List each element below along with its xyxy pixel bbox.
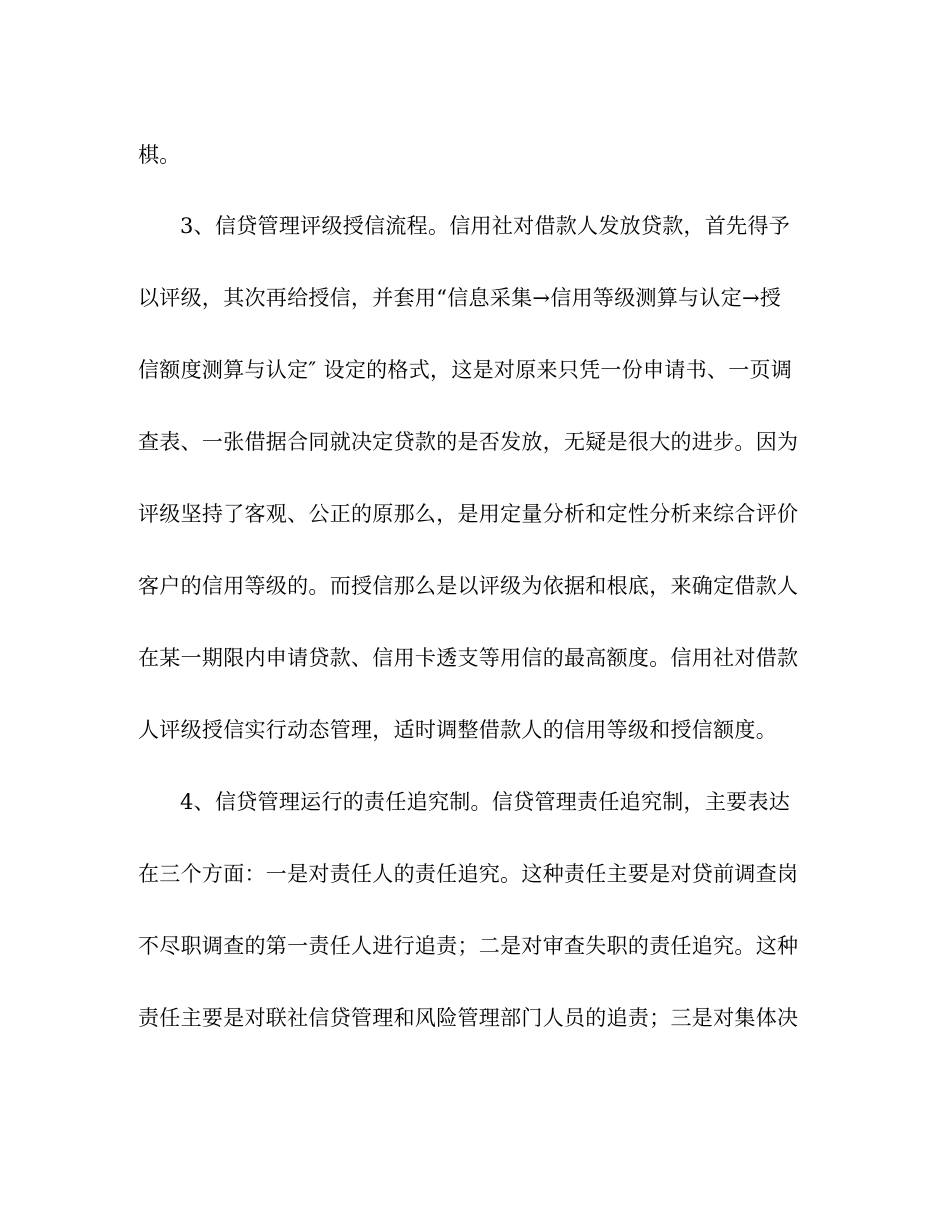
- paragraph-4-line-1: 4、信贷管理运行的责任追究制。信贷管理责任追究制，主要表达: [180, 790, 791, 814]
- paragraph-4-line-2: 在三个方面：一是对责任人的责任追究。这种责任主要是对贷前调查岗: [138, 862, 799, 886]
- paragraph-3-line-8: 人评级授信实行动态管理，适时调整借款人的信用等级和授信额度。: [138, 718, 777, 742]
- paragraph-4-line-4: 责任主要是对联社信贷管理和风险管理部门人员的追责；三是对集体决: [138, 1006, 799, 1030]
- paragraph-3-line-2: 以评级，其次再给授信，并套用“信息采集→信用等级测算与认定→授: [138, 286, 782, 310]
- paragraph-3-line-7: 在某一期限内申请贷款、信用卡透支等用信的最高额度。信用社对借款: [138, 646, 799, 670]
- paragraph-3-line-4: 查表、一张借据合同就决定贷款的是否发放，无疑是很大的进步。因为: [138, 430, 799, 454]
- paragraph-3-line-1: 3、信贷管理评级授信流程。信用社对借款人发放贷款，首先得予: [180, 214, 791, 238]
- paragraph-4-line-3: 不尽职调查的第一责任人进行追责；二是对审查失职的责任追究。这种: [138, 934, 799, 958]
- paragraph-3-line-5: 评级坚持了客观、公正的原那么，是用定量分析和定性分析来综合评价: [138, 502, 799, 526]
- paragraph-3-line-6: 客户的信用等级的。而授信那么是以评级为依据和根底，来确定借款人: [138, 574, 799, 598]
- text-line-1: 棋。: [138, 143, 181, 167]
- paragraph-3-line-3: 信额度测算与认定″ 设定的格式，这是对原来只凭一份申请书、一页调: [138, 358, 793, 382]
